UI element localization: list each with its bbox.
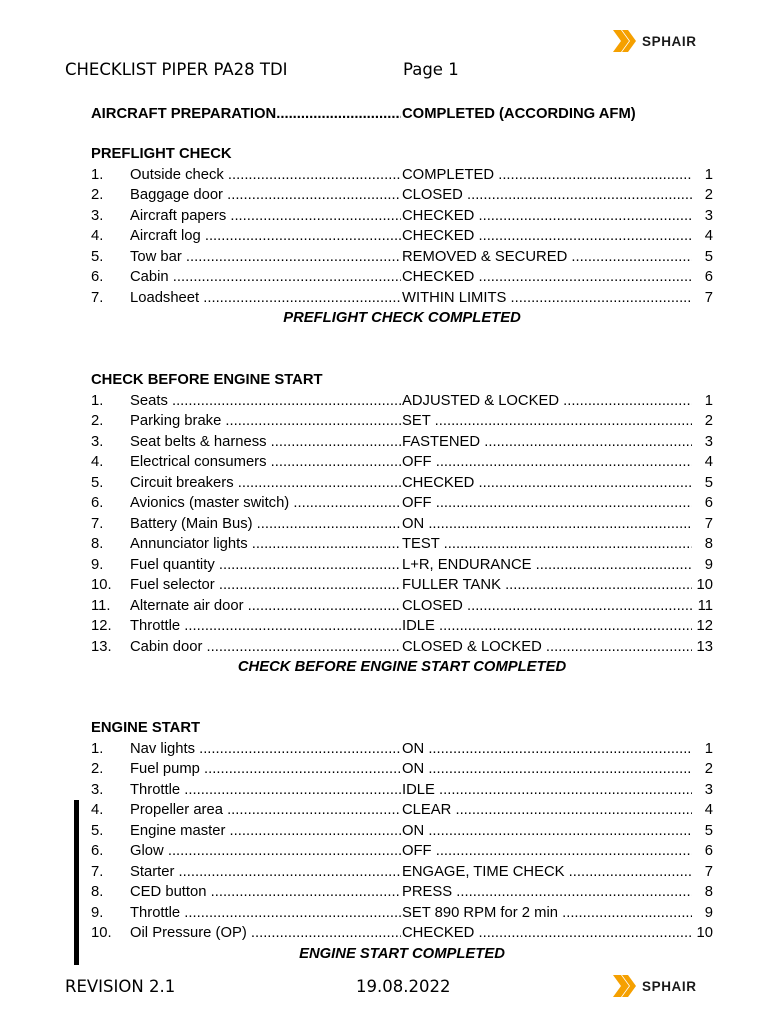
item-ref: 2: [704, 187, 713, 203]
item-ref: 4: [704, 802, 713, 818]
item-label: Starter .....: [130, 862, 401, 882]
checklist-item: [91, 821, 713, 841]
item-label: Tow bar .....: [130, 247, 401, 267]
item-value-wrap: [402, 923, 713, 943]
revision-date: 19.08.2022: [356, 977, 451, 996]
item-number: 3.: [91, 207, 104, 224]
checklist-item: [91, 267, 713, 287]
item-number: 10.: [91, 577, 112, 593]
checklist-item: [91, 555, 713, 575]
item-value: OFF .....: [402, 452, 692, 472]
item-label: Outside check .....: [130, 165, 401, 185]
sphair-logo-header: [613, 30, 697, 52]
item-ref: 6: [704, 843, 713, 859]
item-ref: 13: [696, 638, 713, 655]
item-ref: 2: [704, 761, 713, 777]
section-heading: CHECK BEFORE ENGINE START: [91, 372, 323, 388]
item-label: Throttle .....: [130, 903, 401, 923]
checklist-item: [91, 575, 713, 595]
item-number: 5.: [91, 822, 104, 839]
item-ref: 7: [704, 289, 713, 306]
item-label: Cabin .....: [130, 267, 401, 287]
item-value-wrap: [402, 247, 713, 267]
item-number: 6.: [91, 495, 104, 511]
item-label: Avionics (master switch) .....: [130, 493, 401, 513]
item-ref: 11: [697, 597, 713, 614]
item-number: 6.: [91, 269, 104, 285]
item-value: FASTENED .....: [402, 432, 692, 452]
item-number: 1.: [91, 166, 104, 183]
item-label: Loadsheet .....: [130, 288, 401, 308]
item-value-wrap: [402, 534, 713, 554]
item-number: 9.: [91, 904, 104, 921]
item-number: 3.: [91, 433, 104, 450]
item-value-wrap: [402, 841, 713, 861]
checklist-item: [91, 841, 713, 861]
prep-value: COMPLETED (ACCORDING AFM): [402, 106, 636, 122]
checklist-item: [91, 800, 713, 820]
item-value: SET 890 RPM for 2 min .....: [402, 903, 692, 923]
document-title: CHECKLIST PIPER PA28 TDI: [65, 60, 288, 79]
item-label: Glow .....: [130, 841, 401, 861]
item-number: 4.: [91, 802, 104, 818]
item-number: 2.: [91, 761, 104, 777]
item-ref: 7: [704, 515, 713, 532]
item-value: CLOSED .....: [402, 596, 692, 616]
checklist-item: [91, 739, 713, 759]
item-value-wrap: [402, 555, 713, 575]
item-number: 7.: [91, 289, 104, 306]
prep-label: AIRCRAFT PREPARATION .....: [91, 104, 401, 124]
item-value: CLEAR .....: [402, 800, 692, 820]
item-number: 4.: [91, 454, 104, 470]
item-ref: 9: [704, 904, 713, 921]
item-value-wrap: [402, 821, 713, 841]
item-value-wrap: [402, 185, 713, 205]
item-value-wrap: [402, 862, 713, 882]
item-value-wrap: [402, 452, 713, 472]
item-label: Cabin door .....: [130, 637, 401, 657]
checklist-item: [91, 473, 713, 493]
item-value: L+R, ENDURANCE .....: [402, 555, 692, 575]
item-value-wrap: [402, 473, 713, 493]
item-value-wrap: [402, 226, 713, 246]
item-value-wrap: [402, 206, 713, 226]
item-label: Baggage door .....: [130, 185, 401, 205]
item-number: 13.: [91, 638, 112, 655]
item-ref: 6: [704, 269, 713, 285]
item-label: Fuel quantity .....: [130, 555, 401, 575]
item-ref: 1: [704, 392, 713, 409]
checklist-item: [91, 226, 713, 246]
item-value: CHECKED .....: [402, 206, 692, 226]
item-number: 2.: [91, 413, 104, 429]
item-ref: 5: [704, 474, 713, 491]
item-value-wrap: [402, 267, 713, 287]
checklist-item: [91, 616, 713, 636]
item-number: 5.: [91, 474, 104, 491]
item-value: FULLER TANK .....: [402, 575, 692, 595]
item-value-wrap: [402, 288, 713, 308]
item-label: CED button .....: [130, 882, 401, 902]
page-number: Page 1: [403, 60, 459, 79]
sphair-chevron-icon: [613, 975, 639, 997]
item-value-wrap: [402, 616, 713, 636]
checklist-item: [91, 411, 713, 431]
item-number: 7.: [91, 863, 104, 880]
sphair-chevron-icon: [613, 30, 639, 52]
item-number: 10.: [91, 925, 112, 941]
item-ref: 6: [704, 495, 713, 511]
section-completed: CHECK BEFORE ENGINE START COMPLETED: [237, 659, 567, 675]
checklist-item: [91, 923, 713, 943]
item-value: ENGAGE, TIME CHECK .....: [402, 862, 692, 882]
revision-bar: [74, 800, 79, 965]
checklist-item: [91, 862, 713, 882]
checklist-item: [91, 882, 713, 902]
item-value: PRESS .....: [402, 882, 692, 902]
checklist-item: [91, 514, 713, 534]
item-ref: 5: [704, 248, 713, 265]
item-ref: 3: [704, 781, 713, 798]
sphair-logo-footer: [613, 975, 697, 997]
item-label: Throttle .....: [130, 780, 401, 800]
item-value: ON .....: [402, 759, 692, 779]
checklist-item: [91, 165, 713, 185]
item-label: Parking brake .....: [130, 411, 401, 431]
checklist-item: [91, 637, 713, 657]
item-value-wrap: [402, 780, 713, 800]
item-number: 3.: [91, 781, 104, 798]
item-value: CLOSED & LOCKED .....: [402, 637, 692, 657]
checklist-item: [91, 452, 713, 472]
item-value-wrap: [402, 432, 713, 452]
item-value: CHECKED .....: [402, 226, 692, 246]
item-ref: 10: [696, 925, 713, 941]
item-value: SET .....: [402, 411, 692, 431]
item-ref: 7: [704, 863, 713, 880]
item-label: Fuel pump .....: [130, 759, 401, 779]
checklist-item: [91, 596, 713, 616]
item-label: Seat belts & harness .....: [130, 432, 401, 452]
item-number: 7.: [91, 515, 104, 532]
item-value: REMOVED & SECURED .....: [402, 247, 692, 267]
checklist-item: [91, 288, 713, 308]
item-ref: 1: [704, 166, 713, 183]
section-heading: ENGINE START: [91, 720, 201, 736]
item-ref: 3: [704, 207, 713, 224]
item-label: Propeller area .....: [130, 800, 401, 820]
item-ref: 8: [704, 884, 713, 900]
item-label: Fuel selector .....: [130, 575, 401, 595]
section-heading: PREFLIGHT CHECK: [91, 146, 232, 162]
item-value-wrap: [402, 493, 713, 513]
checklist-item: [91, 206, 713, 226]
item-label: Throttle .....: [130, 616, 401, 636]
item-value-wrap: [402, 739, 713, 759]
checklist-item: [91, 534, 713, 554]
item-label: Seats .....: [130, 391, 401, 411]
checklist-item: [91, 391, 713, 411]
item-value-wrap: [402, 637, 713, 657]
item-label: Oil Pressure (OP) .....: [130, 923, 401, 943]
checklist-item: [91, 247, 713, 267]
item-ref: 4: [704, 228, 713, 244]
item-value: OFF .....: [402, 841, 692, 861]
item-value: CHECKED .....: [402, 473, 692, 493]
item-number: 1.: [91, 740, 104, 757]
checklist-item: [91, 432, 713, 452]
item-label: Battery (Main Bus) .....: [130, 514, 401, 534]
item-value: COMPLETED .....: [402, 165, 692, 185]
item-value: CHECKED .....: [402, 267, 692, 287]
item-value-wrap: [402, 391, 713, 411]
item-value: WITHIN LIMITS .....: [402, 288, 692, 308]
item-value: ON .....: [402, 821, 692, 841]
item-label: Aircraft papers .....: [130, 206, 401, 226]
item-value-wrap: [402, 903, 713, 923]
item-number: 8.: [91, 536, 104, 552]
item-value-wrap: [402, 575, 713, 595]
item-ref: 9: [704, 556, 713, 573]
checklist-item: [91, 903, 713, 923]
item-ref: 4: [704, 454, 713, 470]
checklist-item: [91, 185, 713, 205]
item-value-wrap: [402, 882, 713, 902]
item-number: 12.: [91, 618, 112, 634]
item-label: Nav lights .....: [130, 739, 401, 759]
item-value-wrap: [402, 759, 713, 779]
item-value-wrap: [402, 411, 713, 431]
item-value: ON .....: [402, 514, 692, 534]
item-number: 11.: [91, 597, 111, 614]
item-number: 4.: [91, 228, 104, 244]
section-completed: PREFLIGHT CHECK COMPLETED: [283, 310, 521, 326]
item-value-wrap: [402, 596, 713, 616]
item-label: Electrical consumers .....: [130, 452, 401, 472]
item-label: Aircraft log .....: [130, 226, 401, 246]
item-value: OFF .....: [402, 493, 692, 513]
item-value: CHECKED .....: [402, 923, 692, 943]
logo-text: SPHAIR: [642, 978, 697, 994]
checklist-item: [91, 759, 713, 779]
item-number: 2.: [91, 187, 104, 203]
checklist-item: [91, 493, 713, 513]
item-value-wrap: [402, 800, 713, 820]
item-label: Circuit breakers .....: [130, 473, 401, 493]
item-value-wrap: [402, 514, 713, 534]
item-number: 6.: [91, 843, 104, 859]
item-value: CLOSED .....: [402, 185, 692, 205]
item-label: Annunciator lights .....: [130, 534, 401, 554]
item-ref: 12: [696, 618, 713, 634]
item-number: 8.: [91, 884, 104, 900]
item-value: IDLE .....: [402, 616, 692, 636]
revision-label: REVISION 2.1: [65, 977, 176, 996]
item-ref: 10: [696, 577, 713, 593]
item-ref: 3: [704, 433, 713, 450]
item-ref: 5: [704, 822, 713, 839]
item-number: 1.: [91, 392, 104, 409]
item-ref: 1: [704, 740, 713, 757]
item-value: ON .....: [402, 739, 692, 759]
checklist-item: [91, 780, 713, 800]
item-value: ADJUSTED & LOCKED .....: [402, 391, 692, 411]
item-number: 5.: [91, 248, 104, 265]
item-label: Alternate air door .....: [130, 596, 401, 616]
item-value: TEST .....: [402, 534, 692, 554]
section-completed: ENGINE START COMPLETED: [299, 945, 505, 962]
item-value-wrap: [402, 165, 713, 185]
logo-text: SPHAIR: [642, 33, 697, 49]
item-value: IDLE .....: [402, 780, 692, 800]
item-ref: 8: [704, 536, 713, 552]
item-label: Engine master .....: [130, 821, 401, 841]
item-ref: 2: [704, 413, 713, 429]
item-number: 9.: [91, 556, 104, 573]
